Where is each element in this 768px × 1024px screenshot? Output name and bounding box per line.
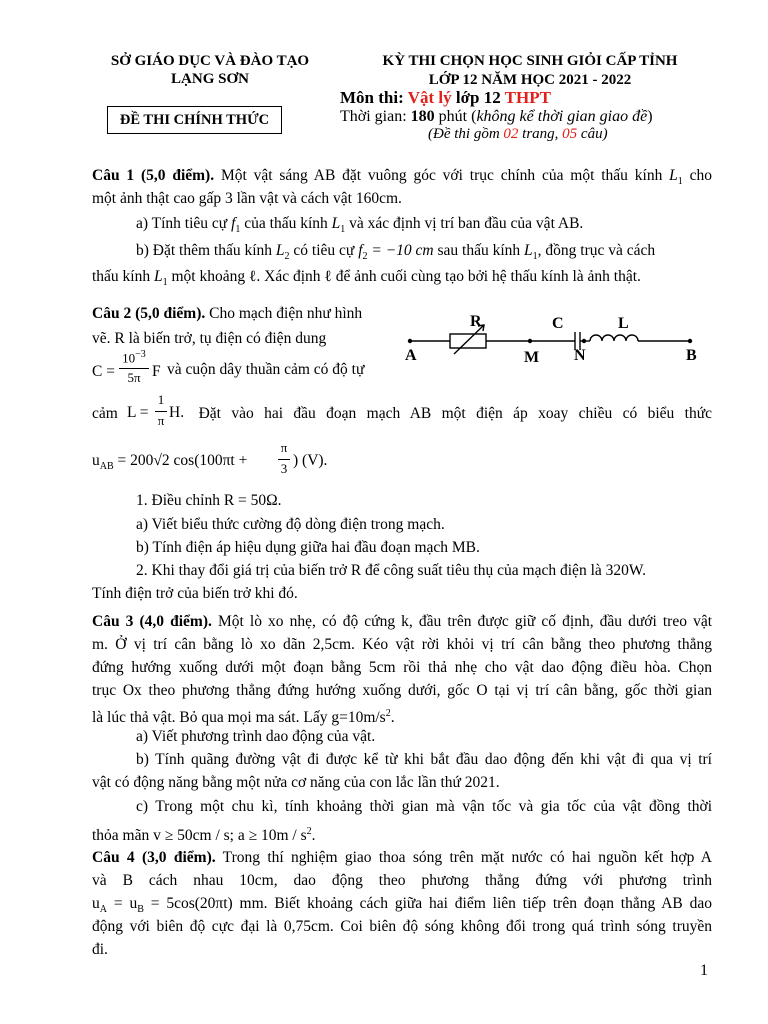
circuit-label-l: L bbox=[618, 315, 629, 332]
q4-line3: $u_A = u_B = 5\cos(20\pi t)$ mm. Biết khoảng cách giữa hai điểm liên tiếp trên đoạn thẳng AB dao bbox=[92, 895, 713, 916]
q1-part-a: a) Tính tiêu cự $f_1$ của thấu kính $L_1$ và xác định vị trí ban đầu của vật AB. bbox=[136, 215, 584, 236]
q3-line5: là lúc thả vật. Bỏ qua mọi ma sát. Lấy $g=10m/s^2$. bbox=[92, 708, 395, 727]
q2-part1b: b) Tính điện áp hiệu dụng giữa hai đầu đoạn mạch MB. bbox=[136, 539, 480, 556]
q1-part-b: b) Đặt thêm thấu kính $L_2$ có tiêu cự $f_2 = -10$ cm sau thấu kính $L_1$, đồng trục và cách bbox=[136, 242, 656, 263]
q4-line5: đi. bbox=[92, 941, 108, 958]
q2-line1: Câu 2 (5,0 điểm). Cho mạch điện như hình bbox=[92, 305, 363, 322]
q1-line2: một ảnh thật cao gấp 3 lần vật và cách vật 160cm. bbox=[92, 190, 402, 207]
q2-part1a: a) Viết biểu thức cường độ dòng điện trong mạch. bbox=[136, 516, 445, 533]
q2-part1: 1. Điều chỉnh R = 50Ω. bbox=[136, 492, 282, 509]
inductance-formula: L = 1 π H. bbox=[127, 392, 185, 428]
q3-line1: Câu 3 (4,0 điểm). Một lò xo nhẹ, có độ cứng k, đầu trên được giữ cố định, đầu dưới treo vật bbox=[92, 613, 712, 630]
circuit-label-c: C bbox=[552, 315, 564, 332]
circuit-label-m: M bbox=[524, 349, 540, 366]
q1-part-b-cont: thấu kính $L_1$ một khoảng ℓ. Xác định ℓ để ảnh cuối cùng tạo bởi hệ thấu kính là ảnh thật. bbox=[92, 268, 641, 289]
page-number: 1 bbox=[700, 962, 708, 979]
q3-line3: đứng hướng xuống dưới một đoạn bằng 5cm rồi thả nhẹ cho vật dao động điều hòa. Chọn bbox=[92, 659, 712, 676]
q1-line1: Câu 1 (5,0 điểm). Một vật sáng AB đặt vuông góc với trục chính của một thấu kính $L_1$ cho bbox=[92, 167, 713, 188]
q2-line3: C = $10^{-3}$ 5π F và cuộn dây thuần cảm có độ tự bbox=[92, 349, 365, 385]
q4-line1: Câu 4 (3,0 điểm). Trong thí nghiệm giao thoa sóng trên mặt nước có hai nguồn kết hợp A bbox=[92, 849, 713, 866]
exam-header: KỲ THI CHỌN HỌC SINH GIỎI CẤP TỈNH LỚP 12 NĂM HỌC 2021 - 2022 bbox=[382, 53, 678, 88]
q2-part2-cont: Tính điện trở của biến trở khi đó. bbox=[92, 585, 298, 602]
q3-part-c: c) Trong một chu kì, tính khoảng thời gian mà vận tốc và gia tốc của vật đồng thời bbox=[136, 798, 712, 815]
q3-part-a: a) Viết phương trình dao động của vật. bbox=[136, 728, 376, 745]
department-name: SỞ GIÁO DỤC VÀ ĐÀO TẠO LẠNG SƠN bbox=[110, 53, 310, 87]
circuit-label-n: N bbox=[574, 347, 586, 364]
circuit-label-r: R bbox=[470, 313, 482, 330]
q3-part-b: b) Tính quãng đường vật đi được kể từ khi bắt đầu dao động đến khi vật đi qua vị trí bbox=[136, 751, 712, 768]
q2-line2: vẽ. R là biến trở, tụ điện có điện dung bbox=[92, 330, 327, 347]
q2-part2: 2. Khi thay đổi giá trị của biến trở R để công suất tiêu thụ của mạch điện là 320W. bbox=[136, 562, 646, 579]
q4-line2: và B cách nhau 10cm, dao động theo phương thẳng đứng với phương trình bbox=[92, 872, 712, 889]
q3-line4: trục Ox theo phương thẳng đứng hướng xuống dưới, gốc O tại vị trí cân bằng, gốc thời gian bbox=[92, 682, 712, 699]
q3-part-b-cont: vật có động năng bằng một nửa cơ năng của con lắc lần thứ 2021. bbox=[92, 774, 500, 791]
q2-line4: cảm Đặt vào hai đầu đoạn mạch AB một điện áp xoay chiều có biểu thức bbox=[92, 405, 712, 422]
q4-line4: động với biên độ cực đại là 0,75cm. Coi biên độ sóng không đổi trong quá trình sóng truyền bbox=[92, 918, 712, 935]
official-exam-box: ĐỀ THI CHÍNH THỨC bbox=[107, 106, 282, 134]
time-line: Thời gian: 180 phút (không kể thời gian giao đề) bbox=[340, 108, 653, 125]
circuit-label-b: B bbox=[686, 347, 697, 364]
q3-line2: m. Ở vị trí cân bằng lò xo dãn 2,5cm. Kéo vật rời khỏi vị trí cân bằng theo phương thẳng bbox=[92, 636, 712, 653]
pages-line: (Đề thi gồm 02 trang, 05 câu) bbox=[428, 126, 608, 142]
q3-part-c-cont: thỏa mãn v ≥ 50cm / s; $a \ge 10m / s^2$. bbox=[92, 826, 316, 845]
voltage-formula: $u_{AB} = 200√2$ cos(100πt + π 3 ) (V). bbox=[92, 440, 328, 476]
circuit-label-a: A bbox=[405, 347, 417, 364]
circuit-diagram bbox=[400, 308, 720, 378]
subject-line: Môn thi: Vật lý lớp 12 THPT bbox=[340, 88, 551, 107]
